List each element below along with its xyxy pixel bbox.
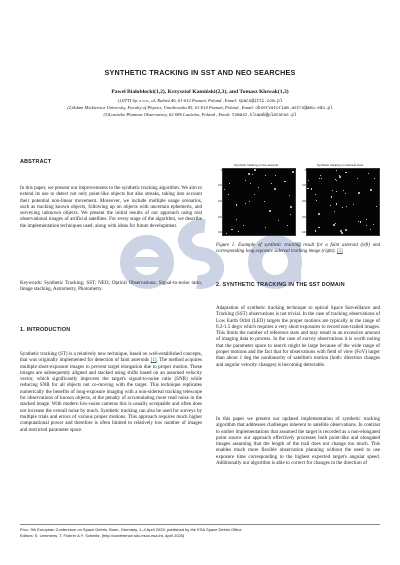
plot-left-image	[218, 168, 296, 236]
star-dot	[315, 230, 316, 231]
footer-line-1: Proc. 9th European Conference on Space Debris, Bonn, Germany, 1–4 April 2025, published by the ESA Space Debris Office	[20, 527, 242, 532]
figure-1	[216, 163, 380, 241]
star-dot	[290, 206, 292, 208]
star-dot	[265, 227, 266, 228]
intro-heading: 1. INTRODUCTION	[20, 327, 71, 333]
star-dot	[307, 188, 308, 189]
affiliation-3: (3)Lusówko Platanus Observatory, 62-080 Lusówko, Poland , Email: tomasz.kluwak@platanus.pl	[103, 112, 297, 119]
email-3[interactable]: tomasz.kluwak@platanus.pl	[232, 113, 297, 119]
star-dot	[370, 229, 371, 230]
star-dot	[332, 190, 333, 191]
plot-right-image	[302, 168, 380, 236]
affiliation-2: (2)Adam Mickiewicz University, Faculty of Physics, Umultowska 85, 61-614 Poznań, Poland , Email: observatorium.astro@amu.edu.pl	[67, 105, 333, 112]
star-dot	[248, 173, 250, 175]
star-dot	[289, 195, 290, 196]
star-dot	[318, 227, 319, 228]
intro-text: Synthetic tracking (ST) is a relatively new technique, based on well-established concepts, that was originally implemented for detection of faint asteroids [1]. The method acquires multiple short-exposure images to prevent target elongation due to proper motion. These images are subsequently aligned and stacked using shifts based on an assumed velocity vector, which significantly improves the target's signal-to-noise ratio (SNR) while reducing SNR for all objects not co-moving with the target. This technique replicates numerically the benefits of long-exposure imaging with a non-sidereal tracking telescope for observations of known objects, at the penalty of accumulating more read noise in the stacked image. With modern low-noise cameras this is usually acceptable and often does not increase the overall noise by much. Synthetic tracking can also be used for surveys by multiple trials and errors of various proper motions. This approach requires much higher computational power and therefore is often limited to relatively low number of images and restricted parameter space.	[20, 351, 202, 433]
star-dot	[335, 223, 336, 224]
star-dot	[336, 180, 337, 181]
star-dot	[330, 205, 331, 206]
star-dot	[269, 210, 271, 212]
star-dot	[278, 220, 279, 221]
star-dot	[345, 172, 346, 173]
star-dot	[345, 193, 346, 194]
y-tick: 0	[220, 169, 222, 172]
star-dot	[339, 176, 341, 178]
star-dot	[245, 203, 246, 204]
star-dot	[311, 188, 312, 189]
star-dot	[290, 214, 291, 215]
star-dot	[243, 225, 244, 226]
star-dot	[284, 181, 285, 182]
star-dot	[271, 183, 272, 184]
star-dot	[336, 191, 337, 192]
footer-line-2: Editors: S. Lemmens, T. Flohrer & F. Schmitz, (http://conference.sdo.esoc.esa.int, April 2025)	[20, 532, 185, 538]
star-dot	[236, 219, 237, 220]
star-dot	[341, 232, 343, 234]
star-dot	[358, 192, 360, 194]
figure-panel-right	[300, 163, 380, 237]
star-dot	[250, 183, 251, 184]
affiliation-1: (1)ITTI Sp. z o.o., ul. Rubież 46, 61-612 Poznań, Poland , Email: spaco@itti.com.pl	[117, 98, 283, 104]
y-tick: 0	[304, 169, 306, 172]
star-dot	[258, 187, 259, 188]
y-tick: 100	[302, 184, 306, 187]
y-tick: 300	[218, 216, 222, 219]
paper-title: SYNTHETIC TRACKING IN SST AND NEO SEARCHES	[104, 68, 296, 77]
section-2-heading: 2. SYNTHETIC TRACKING IN THE SST DOMAIN	[216, 282, 345, 288]
abstract-text: In this paper, we present our improvements to the synthetic tracking algorithm. We aim to extend its use to detect not only point-like objects but also streaks, taking into account their potential non-linear movement. Moreover, we include multiple usage scenarios, such as tracking known objects, following up on objects with uncertain ephemeris, and surveying unknown objects. We present the initial results of our approach using real observational images of artificial satellites. For every stage of the algorithm, we describe the implementation techniques used, along with ideas for future development.	[20, 185, 202, 229]
star-dot	[320, 175, 321, 176]
star-dot	[331, 196, 332, 197]
star-dot	[254, 169, 256, 171]
star-dot	[336, 170, 337, 171]
star-dot	[292, 171, 294, 173]
y-tick: 400	[302, 231, 306, 234]
footer-rule	[20, 524, 380, 525]
star-dot	[366, 225, 367, 226]
y-tick: 300	[302, 216, 306, 219]
keywords: Keywords: Synthetic Tracking; SST; NEO; Optical Observations; Signal-to-noise ratio, Image stacking, Astrometry, Photometry.	[20, 280, 202, 293]
page-footer	[20, 527, 380, 538]
star-dot	[254, 194, 255, 195]
star-dot	[358, 221, 359, 222]
star-dot	[353, 204, 354, 205]
star-dot	[376, 206, 377, 207]
star-dot	[339, 175, 340, 176]
star-dot	[374, 178, 375, 179]
star-dot	[264, 201, 265, 202]
star-dot	[342, 207, 343, 208]
star-dot	[336, 203, 337, 204]
star-dot	[346, 206, 347, 207]
star-dot	[252, 174, 253, 175]
star-dot	[231, 229, 232, 230]
figure-caption: Figure 1. Example of synthetic tracking result for a faint asteroid (left) and corresponding long exposure sidereal tracking image (right). [2]	[216, 243, 380, 255]
section-2-para-1: Adaptation of synthetic tracking technique to optical Space Surveillance and Tracking (SST) observations is not trivial. In the case of tracking observations of Low Earth Orbit (LEO) targets the proper motions are typically in the range of 0.2-1.5 deg/s which requires a very short exposures to record non-trailed images. This limits the number of reference stars and may result in an excessive amount of imaging data to process. In the case of survey observations it is worth noting that the parameter space to search might be large because of the wide range of proper motions and the fact that for observations with field of view (FoV) larger than about 1 deg the nonlinearity of satellite's motion (both: direction changes and angular velocity changes) is becoming detectable.	[216, 305, 380, 368]
star-dot	[236, 204, 237, 205]
star-dot	[265, 175, 266, 176]
star-dot	[373, 224, 374, 225]
star-dot	[366, 219, 367, 220]
panel-left-title: Synthetic tracking on the asteroid	[233, 163, 279, 167]
star-dot	[343, 190, 344, 191]
abstract-heading: ABSTRACT	[20, 159, 52, 165]
affiliations	[20, 98, 380, 120]
star-dot	[357, 178, 358, 179]
star-dot	[370, 189, 372, 191]
star-dot	[345, 229, 347, 231]
star-dot	[287, 225, 288, 226]
star-dot	[318, 213, 320, 215]
y-tick: 200	[302, 200, 306, 203]
y-axis-left	[217, 169, 222, 235]
star-dot	[316, 200, 317, 201]
star-dot	[238, 231, 239, 232]
figure-panel-left	[216, 163, 296, 237]
email-1[interactable]: spaco@itti.com.pl	[238, 99, 283, 104]
section-2-para-2: In this paper we present our updated implementation of synthetic tracking algorithm that addresses challenges inherent to satellite observations. In contrast to earlier implementations that assumed the target is recorded as a non-elongated point source our approach effectively processes both point-like and elongated images assuming that the length of the trail does not change too much. This enables much more flexible observation planning without the need to use exposure time corresponding to the highest expected target's angular speed. Additionally our algorithm is able to correct for changes in the direction of	[216, 416, 380, 467]
star-dot	[319, 178, 320, 179]
star-dot	[368, 173, 369, 174]
star-dot	[274, 188, 276, 190]
intro-citation-link[interactable]: [1]	[150, 357, 157, 364]
star-dot	[229, 183, 230, 184]
panel-right-title: Synthetic tracking on sidereal stars	[316, 163, 364, 167]
star-dot	[334, 211, 335, 212]
star-dot	[249, 201, 250, 202]
star-dot	[308, 180, 309, 181]
figure-citation-link[interactable]: [2]	[336, 249, 343, 255]
y-tick: 200	[218, 200, 222, 203]
email-2[interactable]: observatorium.astro@amu.edu.pl	[255, 106, 333, 112]
star-dot	[321, 178, 322, 179]
star-dot	[224, 189, 225, 190]
y-tick: 100	[218, 184, 222, 187]
star-dot	[333, 224, 335, 226]
star-dot	[340, 230, 342, 232]
author-list: Paweł Białobłocki(1,2), Krzysztof Kamiński(2,3), and Tomasz Kluwak(1,3)	[111, 89, 289, 95]
star-dot	[275, 175, 276, 176]
star-dot	[228, 194, 229, 195]
star-dot	[245, 180, 246, 181]
star-dot	[315, 194, 316, 195]
y-tick: 400	[218, 231, 222, 234]
y-axis-right	[301, 169, 306, 235]
star-dot	[360, 221, 361, 222]
star-dot	[226, 233, 227, 234]
